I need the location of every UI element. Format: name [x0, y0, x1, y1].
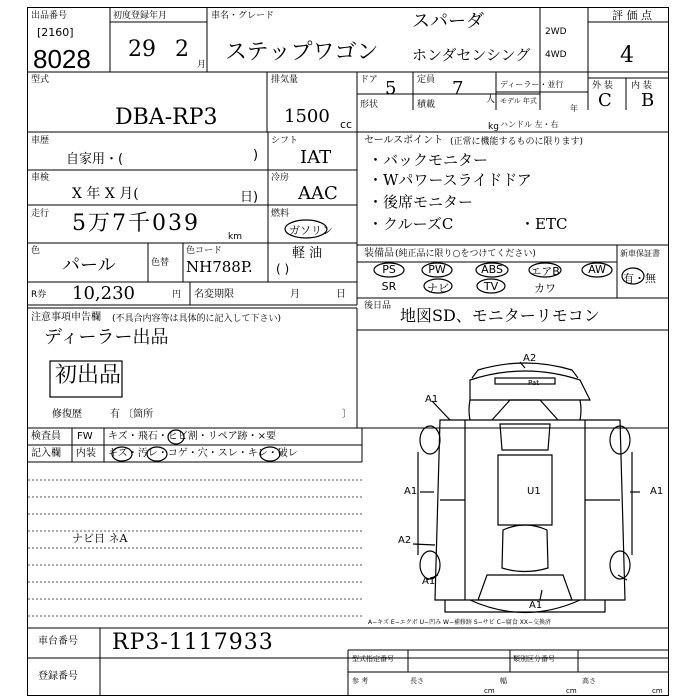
model-year-label: モデル 年式 — [500, 97, 537, 105]
lot-code: [2160] — [37, 26, 74, 39]
capacity-label: 定員 — [417, 75, 436, 85]
history-close: ) — [253, 148, 259, 163]
load-unit: kg — [488, 122, 499, 132]
grade-line2: ホンダセンシング — [412, 46, 531, 64]
equip-aw: AW — [588, 263, 606, 276]
chassis: RP3-1117933 — [112, 630, 274, 655]
mark-left: A1 — [404, 486, 418, 497]
car-name: ステップワゴン — [225, 40, 379, 65]
fw-checklist: キズ・飛石・ヒビ割・リペア跡・×要 — [108, 431, 276, 442]
grade-line1: スパーダ — [412, 11, 484, 32]
type-designation-label: 型式指定番号 — [352, 655, 394, 663]
shape-label: 形状 — [360, 100, 379, 110]
registration-month: 月 — [290, 289, 300, 300]
mark-roof: U1 — [527, 486, 541, 497]
equip-navi: ナビ — [427, 282, 449, 295]
fuel-label: 燃料 — [271, 209, 290, 219]
lot-number: 8028 — [33, 44, 91, 74]
length-label: 長さ — [410, 677, 424, 685]
damage-legend: A−キズ E−エクボ U−凹み W−補修跡 S−サビ C−腐食 XX−交換済 — [368, 619, 551, 626]
ac-label: 冷房 — [271, 173, 290, 183]
width-label: 幅 — [500, 677, 507, 685]
interior-prefix: 内装 — [76, 448, 96, 459]
sales-point-1: ・バックモニター — [368, 151, 489, 169]
capacity-unit: 人 — [486, 95, 496, 105]
color-code-label: 色コード — [186, 246, 223, 256]
inspection-label: 車検 — [31, 173, 50, 183]
recycle-unit: 円 — [172, 290, 182, 300]
sales-point-3: ・後席モニター — [368, 193, 474, 211]
dealer-label: ディーラー・並行 — [500, 80, 564, 89]
equip-tv: TV — [483, 280, 499, 293]
inspector-label: 検査員 — [31, 431, 61, 442]
fuel-paren: ( ) — [276, 262, 290, 276]
load-label: 積載 — [417, 100, 436, 110]
capacity: 7 — [452, 78, 464, 99]
height-unit: cm — [652, 687, 663, 695]
mark-front-left: A1 — [425, 394, 439, 405]
color: パール — [62, 255, 116, 276]
mark-top: A2 — [523, 353, 537, 364]
interior-checklist: キズ・汚レ・コゲ・穴・スレ・キレ・破レ — [108, 448, 298, 459]
equip-leather: カワ — [534, 282, 556, 295]
first-reg-label: 初度登録年月 — [113, 11, 168, 21]
equip-airbag: エアB — [530, 265, 560, 278]
repair-close: 〕 — [342, 409, 352, 420]
color-label: 色 — [31, 246, 41, 256]
fuel: ガソリン — [289, 224, 333, 237]
ac: AAC — [298, 183, 338, 204]
equipment-hint: (純正品に限り○をつけてください) — [395, 249, 536, 259]
chassis-label: 車台番号 — [38, 636, 78, 647]
mileage-label: 走行 — [31, 209, 50, 219]
length-unit: cm — [484, 687, 495, 695]
fw-prefix: FW — [77, 431, 93, 442]
category-label: 類別区分番号 — [513, 655, 555, 663]
name-grade-label: 車名・グレード — [211, 11, 275, 21]
lot-number-label: 出品番号 — [31, 11, 68, 21]
equip-sr: SR — [381, 280, 397, 293]
entry-label: 記入欄 — [31, 448, 61, 459]
reg-number-label: 登録番号 — [38, 671, 78, 682]
drive-2wd: 2WD — [545, 27, 567, 37]
mileage: 5万7千039 — [72, 211, 200, 236]
mark-rear-left-low: A1 — [422, 576, 436, 587]
model-label: 型式 — [31, 75, 50, 85]
recycle-amount: 10,230 — [72, 283, 135, 304]
rating: 4 — [620, 43, 634, 68]
repair-value: 有 〔箇所 — [110, 409, 154, 420]
model: DBA-RP3 — [115, 105, 218, 130]
history-label: 車歴 — [31, 136, 50, 146]
repair-label: 修復歴 — [52, 409, 82, 420]
displacement-unit: cc — [340, 118, 353, 131]
equip-pw: PW — [428, 263, 446, 276]
aftermarket-label: 後日品 — [364, 301, 392, 311]
mark-right: A1 — [650, 486, 664, 497]
color-change-label: 色替 — [151, 258, 170, 268]
reg-month-unit: 月 — [197, 60, 207, 70]
sales-point-2: ・Wパワースライドドア — [368, 171, 532, 189]
color-code: NH788P. — [186, 258, 253, 276]
displacement: 1500 — [284, 106, 330, 127]
aftermarket: 地図SD、モニターリモコン — [400, 306, 600, 325]
registration-day: 日 — [336, 289, 346, 300]
reg-year: 29 — [128, 37, 156, 62]
interior-grade: B — [641, 90, 655, 111]
history-value: 自家用・( — [66, 152, 124, 167]
displacement-label: 排気量 — [271, 75, 299, 85]
shift-label: シフト — [271, 136, 299, 146]
reference-label: 参 考 — [352, 677, 369, 685]
equipment-label: 装備品 — [364, 248, 394, 259]
shift: IAT — [300, 147, 332, 168]
notice-hint: (不具合内容等は具体的に記入して下さい) — [112, 314, 282, 324]
warranty-label: 新車保証書 — [620, 249, 660, 258]
sales-points-label: セールスポイント — [364, 135, 444, 146]
fuel-alt: 軽 油 — [292, 246, 323, 261]
mileage-unit: km — [228, 232, 242, 242]
warranty-options: 有・無 — [623, 272, 656, 285]
reg-month: 2 — [175, 37, 189, 62]
drive-4wd: 4WD — [545, 50, 567, 60]
doors-label: ドア — [360, 75, 378, 85]
exterior-label: 外 装 — [592, 81, 613, 91]
inspection-day: 日) — [240, 190, 259, 205]
memo-note: ナビ日 ネA — [72, 532, 128, 545]
equip-ps: PS — [382, 263, 396, 276]
recycle-label: R券 — [31, 290, 47, 300]
mark-rear-left: A2 — [398, 535, 412, 546]
year-unit: 年 — [570, 104, 578, 113]
mark-rear: A1 — [529, 600, 543, 611]
sales-point-4: ・クルーズC — [368, 215, 454, 233]
doors: 5 — [385, 78, 397, 99]
exterior-grade: C — [598, 90, 612, 111]
dealer-handwriting: ディーラー出品 — [44, 327, 169, 348]
height-label: 高さ — [582, 677, 596, 685]
registration-label: 名変期限 — [194, 289, 234, 300]
width-unit: cm — [566, 687, 577, 695]
equip-abs: ABS — [481, 263, 503, 276]
sales-point-5: ・ETC — [520, 215, 568, 233]
rating-label: 評 価 点 — [612, 9, 652, 22]
notice-label: 注意事項申告欄 — [31, 312, 101, 323]
mark-pat: Pat — [528, 379, 539, 387]
handle-label: ハンドル 左・右 — [500, 120, 559, 129]
inspection-value: X 年 X 月( — [72, 186, 139, 202]
first-listing: 初出品 — [55, 363, 122, 388]
sales-points-hint: (正常に機能するものに限ります) — [450, 137, 584, 147]
interior-label: 内 装 — [631, 81, 652, 91]
